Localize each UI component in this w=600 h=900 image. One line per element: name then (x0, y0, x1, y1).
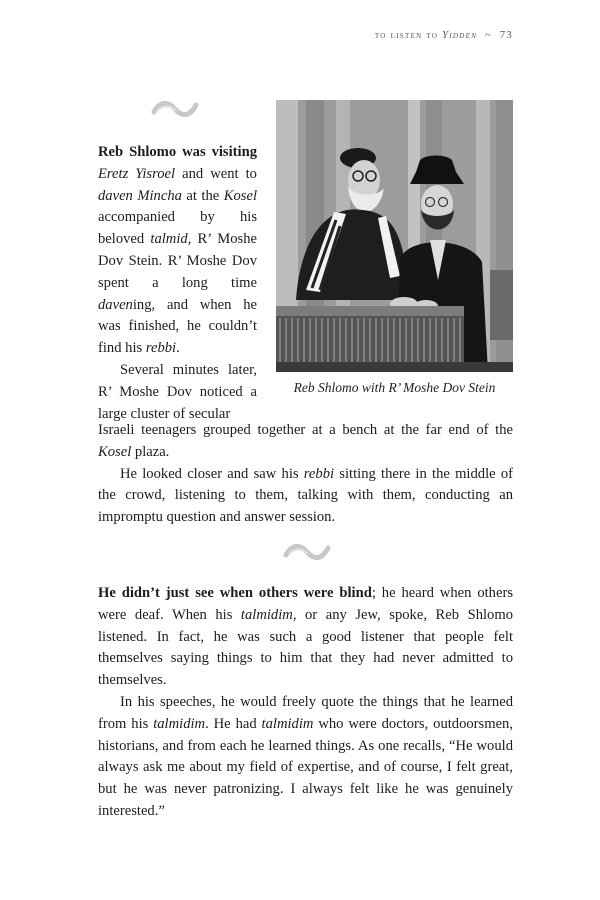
text-run: ; he heard when others were deaf. When his (98, 585, 513, 623)
italic-term: talmidim (261, 715, 314, 732)
text-run: ing, and when he was finished, he couldn’t find his (98, 296, 257, 357)
italic-term: rebbi (303, 465, 335, 482)
running-head-title: to listen to (374, 30, 443, 41)
photo-caption: Reb Shlomo with R’ Moshe Dov Stein (293, 380, 496, 395)
page-number: 73 (499, 30, 513, 41)
italic-term: talmidim (153, 715, 206, 732)
paragraph-teenagers (98, 420, 513, 464)
text-run: at the (181, 187, 224, 204)
running-head-separator: ~ (485, 30, 493, 41)
text-run: plaza. (131, 443, 170, 460)
italic-term: Kosel (98, 443, 132, 460)
text-run: accompanied by his beloved (98, 209, 257, 248)
text-run: , or any Jew, spoke, Reb Shlomo listened. In fact, he was such a good listener that people felt themselves saying things to him that they had never admitted to themselves. (98, 606, 513, 689)
lead-in: Reb Shlomo was visiting (98, 144, 257, 160)
text-run: . He had (205, 715, 262, 732)
photo (276, 100, 513, 372)
column-text (98, 142, 257, 425)
text-run: In his speeches, he would freely quote the things that he learned from his (98, 693, 513, 732)
paragraph-looked-closer (98, 464, 513, 529)
text-run: Israeli teenagers grouped together at a bench at the far end of the (98, 422, 513, 438)
flourish-ornament-icon (150, 97, 200, 121)
running-head-title-italic: Yidden (442, 30, 478, 41)
paragraph-visit (98, 142, 257, 360)
italic-term: Kosel (223, 187, 257, 204)
lead-in: He didn’t just see when others were blind (98, 585, 372, 601)
body-text-section-2 (98, 583, 513, 823)
paragraph-listener (98, 583, 513, 692)
text-run: sitting there in the middle of the crowd, listening to them, talking with them, conducting an impromptu question and answer session. (98, 465, 513, 526)
italic-term: daven (98, 296, 133, 313)
body-text-section-1 (98, 420, 513, 529)
text-run: and went to (175, 165, 257, 182)
photo-figure (276, 100, 513, 396)
text-run: He looked closer and saw his (120, 465, 304, 482)
text-run: who were doctors, outdoorsmen, historians, and from each he learned things. As one recalls, “He would always ask me about my field of expertise, and of course, I felt great, but he was never patronizing. I always felt like he was genuinely interested.” (98, 715, 513, 819)
flourish-ornament-icon (282, 540, 332, 564)
text-run: , R’ Moshe Dov Stein. R’ Moshe Dov spent a long time (98, 231, 257, 291)
italic-term: daven Mincha (98, 187, 182, 204)
paragraph-speeches (98, 692, 513, 823)
italic-term: rebbi (145, 340, 177, 357)
paragraph-several-minutes: Several minutes later, R’ Moshe Dov noticed a large cluster of secular (98, 361, 257, 422)
running-head (375, 30, 513, 41)
text-run: . (176, 340, 180, 357)
italic-term: Eretz Yisroel (98, 165, 176, 182)
italic-term: talmid (150, 231, 188, 248)
italic-term: talmidim (240, 606, 293, 623)
